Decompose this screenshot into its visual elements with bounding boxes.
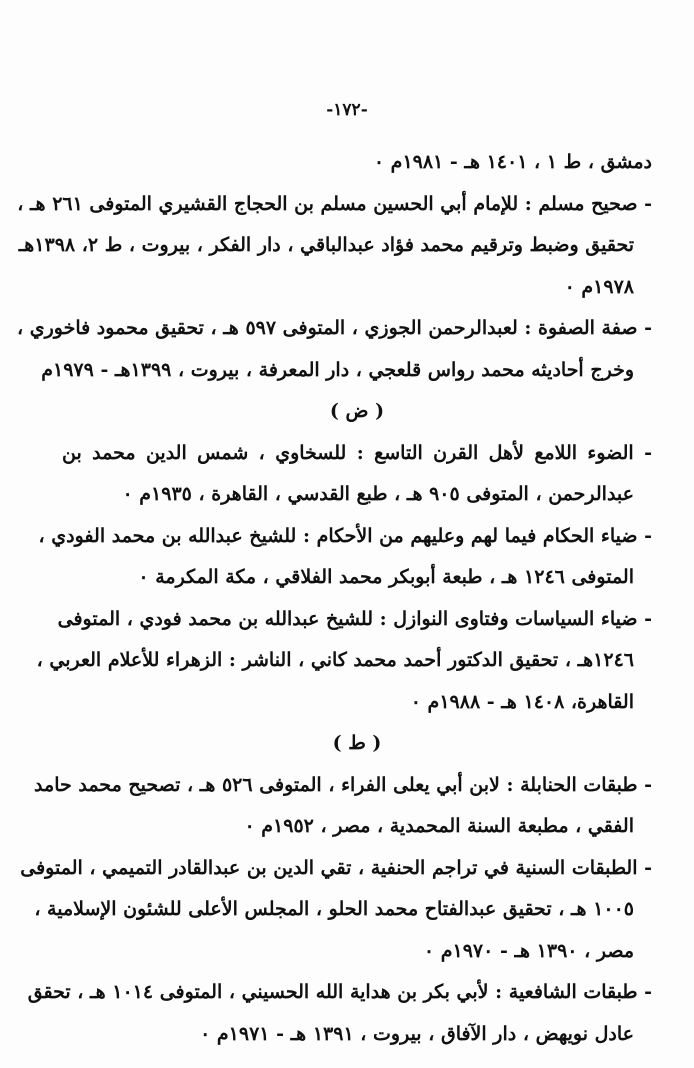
text-line: عبدالرحمن ، المتوفى ٩٠٥ هـ ، طبع القدسي ، القاهرة ، ١٩٣٥م ٠ (122, 483, 634, 505)
text-line: - طبقات الحنابلة : لابن أبي يعلى الفراء ، المتوفى ٥٢٦ هـ ، تصحيح محمد حامد (34, 773, 652, 796)
text-line: المتوفى ١٢٤٦ هـ ، طبعة أبوبكر محمد الفلاقي ، مكة المكرمة ٠ (138, 566, 634, 588)
text-line: - ضياء السياسات وفتاوى النوازل : للشيخ عبدالله بن محمد فودي ، المتوفى (57, 607, 652, 630)
text-line: تحقيق وضبط وترقيم محمد فؤاد عبدالباقي ، دار الفكر ، بيروت ، ط ٢، ١٣٩٨هـ (18, 234, 634, 256)
text-line: - الطبقات السنية في تراجم الحنفية ، تقي الدين بن عبدالقادر التميمي ، المتوفى (20, 856, 652, 879)
text-line: وخرج أحاديثه محمد رواس قلعجي ، دار المعرفة ، بيروت ، ١٣٩٩هـ - ١٩٧٩م (41, 358, 634, 381)
text-line: دمشق ، ط ١ ، ١٤٠١ هـ - ١٩٨١م ٠ (373, 151, 652, 173)
text-line: - الضوء اللامع لأهل القرن التاسع : للسخاوي ، شمس الدين محمد بن (62, 441, 652, 464)
text-line: - ضياء الحكام فيما لهم وعليهم من الأحكام : للشيخ عبدالله بن محمد الفودي ، (38, 524, 652, 547)
text-line: القاهرة، ١٤٠٨ هـ - ١٩٨٨م ٠ (410, 690, 634, 713)
text-line: - صحيح مسلم : للإمام أبي الحسين مسلم بن الحجاج القشيري المتوفى ٢٦١ هـ ، (17, 192, 652, 215)
text-line: ١٠٠٥ هـ ، تحقيق عبدالفتاح محمد الحلو ، المجلس الأعلى للشئون الإسلامية ، (34, 898, 634, 920)
text-line: - طبقات الشافعية : لأبي بكر بن هداية الله الحسيني ، المتوفى ١٠١٤ هـ ، تحقق (27, 981, 652, 1003)
text-line: الفقي ، مطبعة السنة المحمدية ، مصر ، ١٩٥٢م ٠ (244, 815, 634, 837)
text-line: ١٢٤٦هـ ، تحقيق الدكتور أحمد محمد كاني ، الناشر : الزهراء للأعلام العربي ، (36, 649, 634, 671)
section-letter-heading: ( ض ) (329, 400, 385, 422)
text-line: - صفة الصفوة : لعبدالرحمن الجوزي ، المتوفى ٥٩٧ هـ ، تحقيق محمود فاخوري ، (16, 317, 652, 339)
bibliography-text (16, 142, 652, 1055)
text-line: ١٩٧٨م ٠ (564, 275, 634, 298)
text-line: مصر ، ١٣٩٠ هـ - ١٩٧٠م ٠ (423, 939, 634, 962)
page-number: -١٧٢- (326, 100, 368, 120)
text-line: عادل نويهض ، دار الآفاق ، بيروت ، ١٣٩١ هـ - ١٩٧١م ٠ (200, 1022, 634, 1045)
section-letter-heading: ( ط ) (332, 732, 382, 754)
